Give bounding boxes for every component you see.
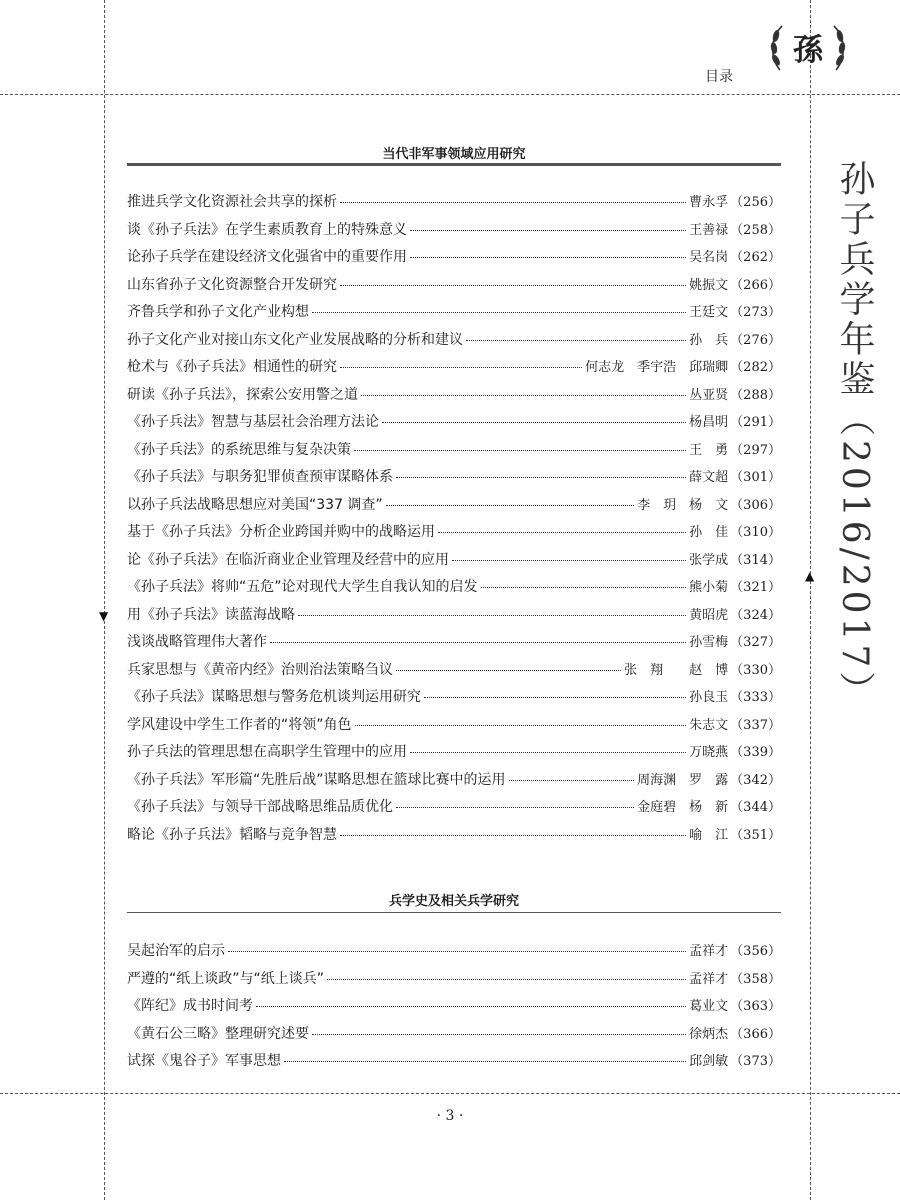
toc-entry-title: 论《孙子兵法》在临沂商业企业管理及经营中的应用 <box>127 551 449 568</box>
toc-entry-page: （344） <box>730 800 781 815</box>
arrow-down-icon: ▼ <box>99 609 109 623</box>
toc-entry[interactable] <box>127 411 781 439</box>
page-number: · 3 · <box>436 1108 464 1124</box>
toc-entry[interactable] <box>127 1023 781 1051</box>
toc-entry-title: 《黄石公三略》整理研究述要 <box>127 1025 309 1042</box>
toc-leader <box>340 367 582 368</box>
toc-entry-author: 孟祥才 <box>689 971 729 987</box>
toc-entry-page: （337） <box>730 717 781 733</box>
toc-entry-author: 张学成 <box>689 552 729 568</box>
toc-entry-author: 何志龙 季宇浩 邱瑞卿 <box>585 360 729 375</box>
toc-entry-page: （358） <box>730 971 781 987</box>
toc-leader <box>340 835 686 836</box>
crop-guide-right <box>810 0 811 1200</box>
toc-leader <box>481 587 687 588</box>
book-title: 孙子兵学年鉴（2016/2017） <box>834 160 875 712</box>
toc-entry-author: 王善禄 <box>689 222 729 238</box>
toc-entry-author: 朱志文 <box>689 717 729 733</box>
toc-entry-author: 李 玥 杨 文 <box>637 497 729 513</box>
toc-entry[interactable] <box>127 384 781 412</box>
toc-entry-author: 张 翔 赵 博 <box>624 662 729 678</box>
crop-guide-top <box>0 94 900 95</box>
toc-entry-title: 《孙子兵法》谋略思想与警务危机谈判运用研究 <box>127 689 421 705</box>
toc-entry-page: （301） <box>730 470 781 485</box>
toc-entry-title: 《阵纪》成书时间考 <box>127 998 253 1014</box>
toc-entry[interactable] <box>127 521 781 549</box>
toc-leader <box>361 395 686 396</box>
toc-entry-title: 严遵的“纸上谈政”与“纸上谈兵” <box>127 970 325 987</box>
toc-leader <box>452 560 686 561</box>
toc-entry-author: 葛业文 <box>689 999 729 1014</box>
toc-entry[interactable] <box>127 494 781 522</box>
toc-entry-author: 周海渊 罗 露 <box>637 772 729 788</box>
toc-entry-page: （297） <box>730 442 781 458</box>
toc-entry-page: （256） <box>730 195 781 210</box>
section-title: 兵学史及相关兵学研究 <box>388 894 519 909</box>
running-header: 目录 <box>705 69 733 85</box>
toc-leader <box>340 285 686 286</box>
toc-entry-page: （321） <box>730 580 781 595</box>
toc-entry-page: （282） <box>730 360 781 375</box>
emblem-glyph: 孫 <box>793 33 823 68</box>
toc-leader <box>270 642 686 643</box>
toc-leader <box>438 532 686 533</box>
crop-guide-bottom <box>0 1093 900 1094</box>
toc-leader <box>327 979 686 980</box>
crop-guide-left <box>104 0 105 1200</box>
toc-leader <box>340 202 686 203</box>
toc-entry[interactable] <box>127 274 781 302</box>
toc-leader <box>284 1061 686 1062</box>
toc-entry-title: 孙子兵法的管理思想在高职学生管理中的应用 <box>127 744 407 760</box>
toc-entry-author: 姚振文 <box>689 277 729 293</box>
toc-entry-title: 《孙子兵法》的系统思维与复杂决策 <box>127 441 351 458</box>
toc-entry-author: 王 勇 <box>689 442 729 458</box>
toc-entry-page: （306） <box>730 497 781 513</box>
toc-entry-author: 孙良玉 <box>689 690 729 705</box>
toc-entry[interactable] <box>127 246 781 274</box>
toc-leader <box>466 340 686 341</box>
toc-entry-page: （266） <box>730 277 781 293</box>
toc-entry[interactable] <box>127 329 781 357</box>
toc-list <box>127 191 781 851</box>
toc-leader <box>298 615 686 616</box>
toc-entry-author: 曹永孚 <box>689 195 729 210</box>
toc-entry[interactable] <box>127 604 781 632</box>
toc-entry-title: 用《孙子兵法》读蓝海战略 <box>127 606 295 623</box>
toc-entry-page: （366） <box>730 1026 781 1042</box>
toc-entry-page: （291） <box>730 415 781 430</box>
toc-entry-page: （273） <box>730 305 781 320</box>
toc-entry-title: 《孙子兵法》军形篇“先胜后战”谋略思想在篮球比赛中的运用 <box>127 771 506 788</box>
toc-entry-author: 孟祥才 <box>689 944 729 959</box>
toc-entry-page: （342） <box>730 772 781 788</box>
toc-leader <box>312 1034 686 1035</box>
toc-entry-author: 黄昭虎 <box>689 607 729 623</box>
toc-entry-title: 齐鲁兵学和孙子文化产业构想 <box>127 304 309 320</box>
arrow-up-icon: ▲ <box>805 569 815 583</box>
toc-leader <box>354 450 686 451</box>
toc-entry-author: 孙 佳 <box>689 525 729 540</box>
toc-entry[interactable] <box>127 769 781 797</box>
toc-entry-author: 孙 兵 <box>689 332 729 348</box>
toc-list <box>127 940 781 1078</box>
toc-entry-page: （327） <box>730 635 781 650</box>
toc-leader <box>386 505 634 506</box>
toc-entry[interactable] <box>127 219 781 247</box>
toc-entry-page: （330） <box>730 662 781 678</box>
toc-entry[interactable] <box>127 659 781 687</box>
toc-entry-title: 《孙子兵法》将帅“五危”论对现代大学生自我认知的启发 <box>127 579 478 595</box>
toc-entry[interactable] <box>127 940 781 968</box>
toc-entry-page: （363） <box>730 999 781 1014</box>
toc-entry-page: （288） <box>730 387 781 403</box>
toc-entry-title: 《孙子兵法》智慧与基层社会治理方法论 <box>127 414 379 430</box>
toc-entry-title: 孙子文化产业对接山东文化产业发展战略的分析和建议 <box>127 331 463 348</box>
toc-entry-title: 谈《孙子兵法》在学生素质教育上的特殊意义 <box>127 221 407 238</box>
toc-entry-page: （351） <box>730 827 781 843</box>
section-rule <box>127 163 781 166</box>
toc-entry[interactable] <box>127 714 781 742</box>
toc-entry-title: 略论《孙子兵法》韬略与竞争智慧 <box>127 826 337 843</box>
toc-entry[interactable] <box>127 549 781 577</box>
section-title: 当代非军事领域应用研究 <box>382 147 526 162</box>
toc-entry-page: （262） <box>730 250 781 265</box>
toc-entry[interactable] <box>127 301 781 329</box>
toc-entry-page: （310） <box>730 525 781 540</box>
toc-leader <box>410 752 686 753</box>
toc-entry-author: 王廷文 <box>689 305 729 320</box>
toc-entry[interactable] <box>127 824 781 852</box>
toc-entry-title: 浅谈战略管理伟大著作 <box>127 634 267 650</box>
toc-entry-title: 《孙子兵法》与职务犯罪侦查预审谋略体系 <box>127 469 393 485</box>
toc-entry-title: 枪术与《孙子兵法》相通性的研究 <box>127 359 337 375</box>
toc-entry[interactable] <box>127 356 781 384</box>
toc-entry-title: 吴起治军的启示 <box>127 943 225 959</box>
toc-entry[interactable] <box>127 466 781 494</box>
toc-entry[interactable] <box>127 631 781 659</box>
toc-entry[interactable] <box>127 995 781 1023</box>
toc-entry[interactable] <box>127 796 781 824</box>
toc-leader <box>396 670 621 671</box>
toc-entry-title: 试探《鬼谷子》军事思想 <box>127 1053 281 1069</box>
toc-entry-page: （373） <box>730 1054 781 1069</box>
toc-entry-title: 《孙子兵法》与领导干部战略思维品质优化 <box>127 799 393 815</box>
emblem-icon <box>768 20 848 78</box>
toc-leader <box>355 725 687 726</box>
toc-leader <box>424 697 686 698</box>
toc-entry-author: 熊小菊 <box>689 580 729 595</box>
toc-entry-page: （356） <box>730 944 781 959</box>
toc-entry-title: 以孙子兵法战略思想应对美国“337 调查” <box>127 496 383 513</box>
toc-entry-author: 吴名岗 <box>689 250 729 265</box>
toc-entry-title: 研读《孙子兵法》，探索公安用警之道 <box>127 386 358 403</box>
toc-entry[interactable] <box>127 741 781 769</box>
toc-entry-title: 山东省孙子文化资源整合开发研究 <box>127 276 337 293</box>
toc-entry-author: 金庭碧 杨 新 <box>637 800 729 815</box>
toc-entry[interactable] <box>127 1050 781 1078</box>
section-rule <box>127 912 781 913</box>
toc-leader <box>312 312 686 313</box>
toc-entry-page: （324） <box>730 607 781 623</box>
toc-entry-title: 推进兵学文化资源社会共享的探析 <box>127 194 337 210</box>
toc-leader <box>256 1006 686 1007</box>
toc-leader <box>410 230 686 231</box>
toc-leader <box>396 807 634 808</box>
toc-entry-page: （258） <box>730 222 781 238</box>
toc-entry[interactable] <box>127 968 781 996</box>
toc-entry-author: 万晓燕 <box>689 745 729 760</box>
toc-leader <box>228 951 686 952</box>
toc-entry-author: 喻 江 <box>689 827 729 843</box>
toc-leader <box>509 780 635 781</box>
toc-entry-title: 论孙子兵学在建设经济文化强省中的重要作用 <box>127 249 407 265</box>
toc-entry-author: 薛文超 <box>689 470 729 485</box>
toc-entry-title: 基于《孙子兵法》分析企业跨国并购中的战略运用 <box>127 524 435 540</box>
toc-entry[interactable] <box>127 576 781 604</box>
toc-leader <box>410 257 686 258</box>
toc-entry-page: （314） <box>730 552 781 568</box>
toc-entry[interactable] <box>127 686 781 714</box>
toc-entry-author: 邱剑敏 <box>689 1054 729 1069</box>
toc-entry-page: （333） <box>730 690 781 705</box>
toc-entry[interactable] <box>127 191 781 219</box>
toc-entry-author: 孙雪梅 <box>689 635 729 650</box>
toc-entry[interactable] <box>127 439 781 467</box>
toc-entry-title: 学风建设中学生工作者的“将领”角色 <box>127 716 352 733</box>
toc-entry-author: 丛亚贤 <box>689 387 729 403</box>
toc-entry-title: 兵家思想与《黄帝内经》治则治法策略刍议 <box>127 661 393 678</box>
toc-entry-page: （339） <box>730 745 781 760</box>
toc-entry-author: 徐炳杰 <box>689 1026 729 1042</box>
toc-leader <box>396 477 686 478</box>
toc-entry-page: （276） <box>730 332 781 348</box>
toc-entry-author: 杨昌明 <box>689 415 729 430</box>
toc-leader <box>382 422 686 423</box>
